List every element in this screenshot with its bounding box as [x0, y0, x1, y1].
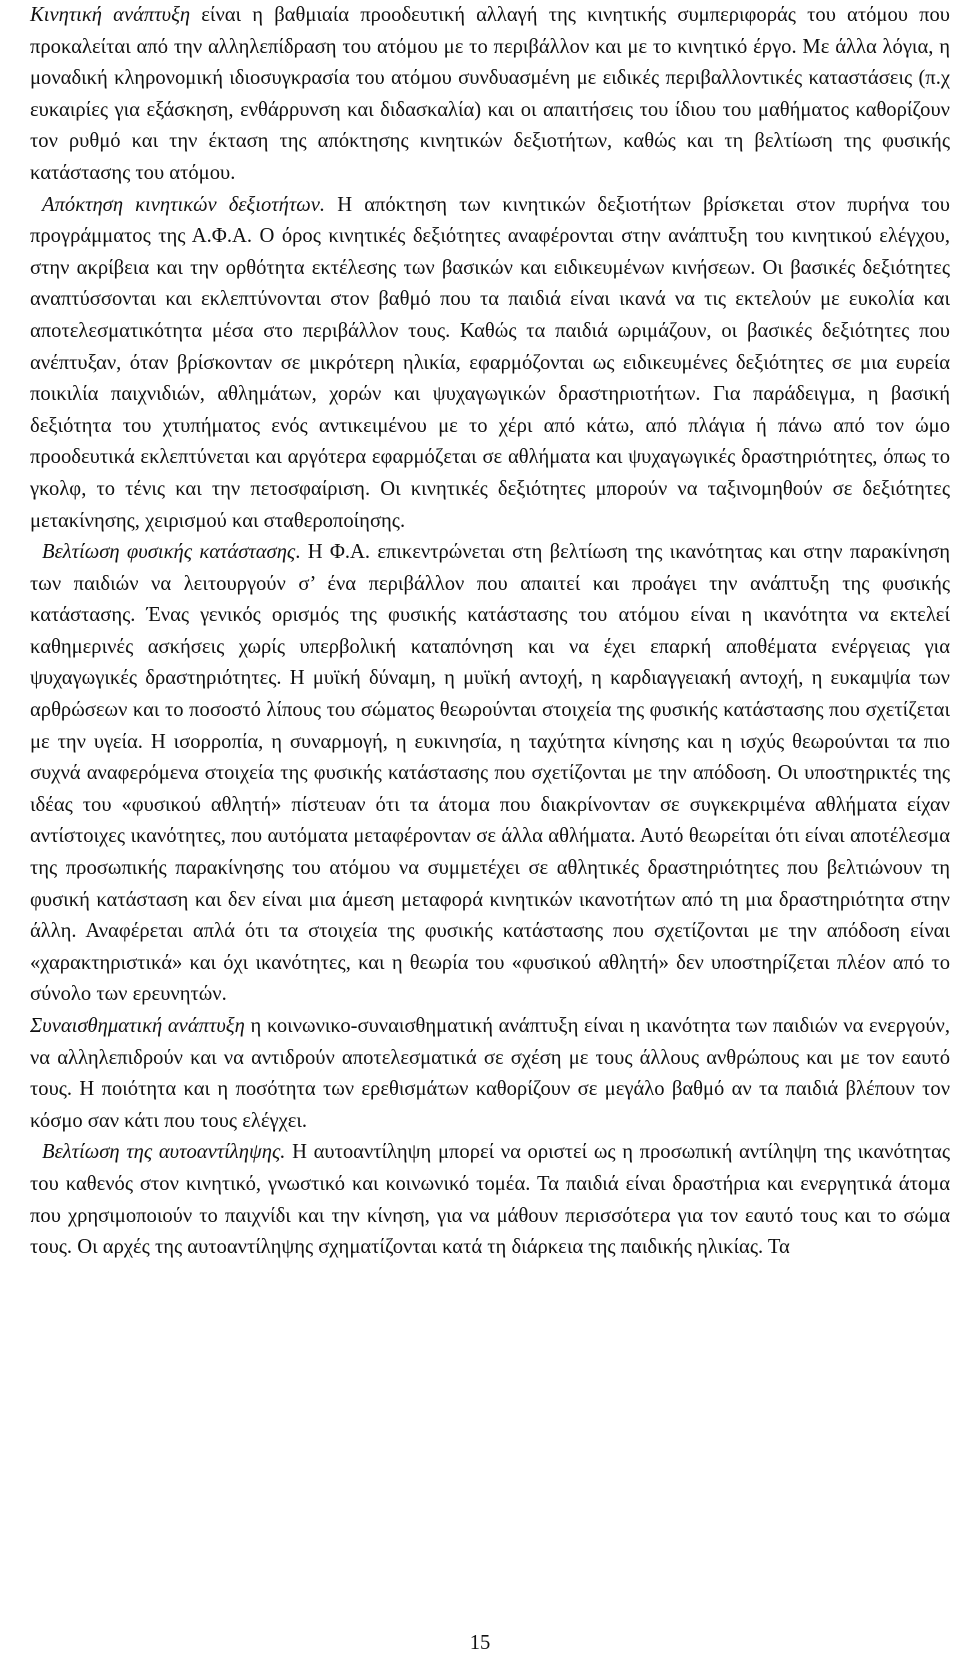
paragraph-physical-fitness — [30, 537, 950, 1011]
paragraph-heading: Βελτίωση της αυτοαντίληψης. — [42, 1141, 286, 1164]
paragraph-text: είναι η βαθμιαία προοδευτική αλλαγή της κινητικής συμπεριφοράς του ατόμου που προκαλείται από την αλληλεπίδραση του ατόμου με το περιβάλλον και με το κινητικό έργο. Με άλλα λόγια, η μοναδική κληρονομική ιδιοσυγκρασία του ατόμου συνδυασμένη με ειδικές περιβαλλοντικές καταστάσεις (π.χ ευκαιρίες για εξάσκηση, ενθάρρυνση και διδασκαλία) και οι απαιτήσεις του ίδιου του μαθήματος καθορίζουν τον ρυθμό και την έκταση της απόκτησης κινητικών δεξιοτήτων, καθώς και τη βελτίωση της φυσικής κατάστασης του ατόμου. — [30, 4, 950, 184]
paragraph-emotional-development — [30, 1011, 950, 1137]
paragraph-motor-skills — [30, 190, 950, 538]
paragraph-text: Η απόκτηση των κινητικών δεξιοτήτων βρίσκεται στον πυρήνα του προγράμματος της Α.Φ.Α. Ο όρος κινητικές δεξιότητες αναφέρονται στην ανάπτυξη του κινητικού ελέγχου, στην ακρίβεια και την ορθότητα εκτέλεσης των βασικών και ειδικευμένων κινήσεων. Οι βασικές δεξιότητες αναπτύσσονται και εκλεπτύνονται στον βαθμό που τα παιδιά είναι ικανά να τις εκτελούν με ευκολία και αποτελεσματικότητα μέσα στο περιβάλλον τους. Καθώς τα παιδιά ωριμάζουν, οι βασικές δεξιότητες που ανέπτυξαν, όταν βρίσκονταν σε μικρότερη ηλικία, εφαρμόζονται ως ειδικευμένες δεξιότητες σε μια ευρεία ποικιλία παιχνιδιών, αθλημάτων, χορών και ψυχαγωγικών δραστηριοτήτων. Για παράδειγμα, η βασική δεξιότητα του χτυπήματος ενός αντικειμένου με το χέρι από κάτω, από πλάγια ή πάνω από τον ώμο προοδευτικά εκλεπτύνεται και αργότερα εφαρμόζεται σε αθλήματα και ψυχαγωγικές δραστηριότητες, όπως το γκολφ, το τένις και την πετοσφαίριση. Οι κινητικές δεξιότητες μπορούν να ταξινομηθούν σε δεξιότητες μετακίνησης, χειρισμού και σταθεροποίησης. — [30, 193, 950, 532]
paragraph-text: . Η Φ.Α. επικεντρώνεται στη βελτίωση της ικανότητας και στην παρακίνηση των παιδιών να λειτουργούν σ’ ένα περιβάλλον που απαιτεί και προάγει την ανάπτυξη της φυσικής κατάστασης. Ένας γενικός ορισμός της φυσικής κατάστασης του ατόμου είναι η ικανότητα να εκτελεί καθημερινές ασκήσεις χωρίς υπερβολική καταπόνηση και να έχει επαρκή αποθέματα ενέργειας για ψυχαγωγικές δραστηριότητες. Η μυϊκή δύναμη, η μυϊκή αντοχή, η καρδιαγγειακή αντοχή, η ευκαμψία των αρθρώσεων και το ποσοστό λίπους του σώματος θεωρούνται στοιχεία της φυσικής κατάστασης που σχετίζεται με την υγεία. Η ισορροπία, η συναρμογή, η ευκινησία, η ταχύτητα κίνησης και η ισχύς θεωρούνται τα πιο συχνά αναφερόμενα στοιχεία της φυσικής κατάστασης που σχετίζονται με την απόδοση. Οι υποστηρικτές της ιδέας του «φυσικού αθλητή» πίστευαν ότι τα άτομα που διακρίνονταν σε συγκεκριμένα αθλήματα είχαν αντίστοιχες ικανότητες, που αυτόματα μεταφέρονταν σε άλλα αθλήματα. Αυτό θεωρείται ότι είναι αποτέλεσμα της προσωπικής παρακίνησης του ατόμου να συμμετέχει σε αθλητικές δραστηριότητες που βελτιώνουν τη φυσική κατάσταση και δεν είναι μια άμεση μεταφορά κινητικών ικανοτήτων από τη μια δραστηριότητα στην άλλη. Αναφέρεται απλά ότι τα στοιχεία της φυσικής κατάστασης που σχετίζονται με την απόδοση είναι «χαρακτηριστικά» και όχι ικανότητες, και η θεωρία του «φυσικού αθλητή» δεν υποστηρίζεται πλέον από το σύνολο των ερευνητών. — [30, 541, 950, 1006]
paragraph-self-concept — [30, 1137, 950, 1263]
paragraph-text: Η αυτοαντίληψη μπορεί να οριστεί ως η προσωπική αντίληψη της ικανότητας του καθενός στον κινητικό, γνωστικό και κοινωνικό τομέα. Τα παιδιά είναι δραστήρια και ενεργητικά άτομα που χρησιμοποιούν το παιχνίδι και την κίνηση, για να μάθουν περισσότερα για τον εαυτό τους και το σώμα τους. Οι αρχές της αυτοαντίληψης σχηματίζονται κατά τη διάρκεια της παιδικής ηλικίας. Τα — [30, 1141, 951, 1259]
paragraph-motor-development — [30, 0, 950, 190]
paragraph-heading: Βελτίωση φυσικής κατάστασης — [42, 541, 296, 564]
paragraph-text: η κοινωνικο-συναισθηματική ανάπτυξη είναι η ικανότητα των παιδιών να ενεργούν, να αλληλεπιδρούν και να αντιδρούν αποτελεσματικά σε σχέση με τους άλλους ανθρώπους και με τον εαυτό τους. Η ποιότητα και η ποσότητα των ερεθισμάτων καθορίζουν σε μεγάλο βαθμό αν τα παιδιά βλέπουν τον κόσμο σαν κάτι που τους ελέγχει. — [30, 1015, 950, 1132]
paragraph-heading: Απόκτηση κινητικών δεξιοτήτων. — [42, 193, 326, 216]
paragraph-heading: Συναισθηματική ανάπτυξη — [30, 1015, 245, 1037]
page-number: 15 — [469, 1632, 491, 1654]
document-body — [30, 0, 950, 1264]
paragraph-heading: Κινητική ανάπτυξη — [30, 4, 191, 26]
